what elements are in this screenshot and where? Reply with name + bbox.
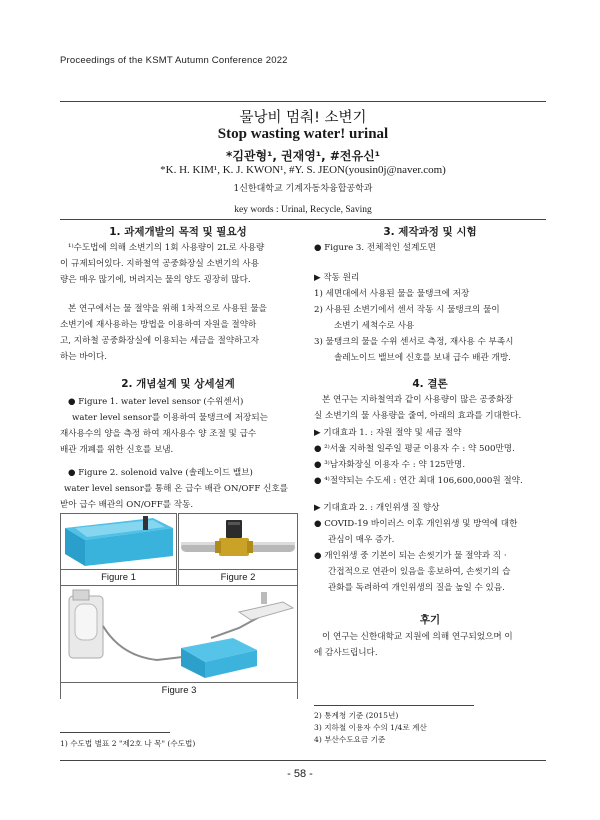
figure-1 (60, 513, 177, 585)
text-line: 간접적으로 연관이 있음을 홍보하여, 손씻기의 습 (328, 567, 511, 577)
text-line: 재사용수의 양을 측정 하여 재사용수 양 조절 및 급수 (60, 429, 257, 439)
figure-3 (60, 585, 298, 699)
water-tank-sensor-illustration (61, 514, 176, 569)
figure-1-caption: Figure 1 (61, 569, 176, 585)
text-line: 솔레노이드 밸브에 신호를 보내 급수 배관 개방. (334, 353, 511, 363)
text-line: 실 소변기의 물 사용량을 줄여, 아래의 효과를 기대한다. (314, 411, 522, 421)
overall-design-illustration (61, 586, 297, 682)
working-principle-heading: ▶ 작동 원리 (314, 273, 360, 283)
figure-2-caption: Figure 2 (179, 569, 297, 585)
text-line: ● ³⁾남자화장실 이용자 수 : 약 125만명. (314, 460, 466, 470)
text-line: 2) 사용된 소변기에서 센서 작동 시 물탱크의 물이 (314, 305, 500, 315)
top-rule (60, 101, 546, 102)
expected-effect-1 (314, 425, 546, 489)
acknowledgement-title: 후기 (419, 614, 441, 626)
section-1-paragraph-2 (60, 301, 296, 365)
solenoid-valve-illustration (179, 514, 297, 569)
keywords-rule (60, 219, 546, 220)
text-line: ▶ 기대효과 1. : 자원 절약 및 세금 절약 (314, 428, 462, 438)
keywords: key words : Urinal, Recycle, Saving (234, 205, 372, 215)
section-1-title: 1. 과제개발의 목적 및 필요성 (109, 226, 247, 238)
text-line: 고, 지하철 공중화장실에 이용되는 세금을 절약하고자 (60, 336, 260, 346)
right-footnote-rule (314, 705, 474, 706)
text-line: ● Figure 2. solenoid valve (솔레노이드 밸브) (68, 468, 253, 478)
figure-2-description (60, 465, 296, 513)
text-line: 이 연구는 신한대학교 지원에 의해 연구되었으며 이 (322, 632, 513, 642)
footnote: 4) 부산수도요금 기준 (314, 735, 386, 744)
section-4-paragraph (314, 392, 546, 424)
text-line: water level sensor를 이용하여 물탱크에 저장되는 (72, 413, 268, 423)
footnote: 3) 지하철 이용자 수의 1/4로 계산 (314, 723, 427, 732)
right-footnotes (314, 710, 546, 746)
section-3-title: 3. 제작과정 및 시험 (383, 226, 477, 238)
affiliation: 1신한대학교 기계자동차융합공학과 (233, 184, 373, 194)
text-line: 량은 매우 많기에, 버려지는 물의 양도 굉장히 많다. (60, 275, 251, 285)
text-line: 배관 개폐를 위한 신호를 보냄. (60, 445, 174, 455)
text-line: 3) 물탱크의 물을 수위 센서로 측정, 재사용 수 부족시 (314, 337, 514, 347)
authors-korean: *김관형¹, 권재영¹, #전유신¹ (226, 149, 380, 163)
text-line: 이 규제되어있다. 지하철역 공중화장실 소변기의 사용 (60, 259, 260, 269)
text-line: 소변기 세척수로 사용 (334, 321, 415, 331)
section-1-paragraph-1 (60, 240, 296, 288)
proceedings-header: Proceedings of the KSMT Autumn Conference 2022 (60, 55, 288, 66)
text-line: 소변기에 재사용하는 방법을 이용하여 자원을 절약하 (60, 320, 257, 330)
figure-3-caption: Figure 3 (61, 682, 297, 699)
left-footnote: 1) 수도법 별표 2 "제2호 나 목" (수도법) (60, 739, 196, 748)
text-line: 받아 급수 배관의 ON/OFF를 작동. (60, 500, 194, 510)
bottom-rule (60, 760, 546, 761)
text-line: ● Figure 1. water level sensor (수위센서) (68, 397, 244, 407)
figure-2 (178, 513, 298, 585)
left-footnote-rule (60, 732, 170, 733)
section-4-title: 4. 결론 (412, 378, 448, 390)
expected-effect-2 (314, 500, 546, 596)
figure-1-description (60, 394, 296, 458)
text-line: ● 개인위생 중 기본이 되는 손씻기가 물 절약과 직 · (314, 551, 507, 561)
section-2-title: 2. 개념설계 및 상세설계 (121, 378, 235, 390)
authors-english: *K. H. KIM¹, K. J. KWON¹, #Y. S. JEON(yousin0j@naver.com) (160, 164, 446, 176)
figure-3-reference: ● Figure 3. 전체적인 설계도면 (314, 243, 436, 253)
text-line: ● ²⁾서울 지하철 일주일 평균 이용자 수 : 약 500만명. (314, 444, 515, 454)
acknowledgement-paragraph (314, 629, 546, 661)
text-line: ● ⁴⁾절약되는 수도세 : 연간 최대 106,600,000원 절약. (314, 476, 523, 486)
text-line: water level sensor를 통해 온 급수 배관 ON/OFF 신호를 (64, 484, 288, 494)
page-number: - 58 - (287, 768, 313, 780)
title-korean: 물낭비 멈춰! 소변기 (239, 110, 367, 126)
footnote: 2) 통계청 기준 (2015년) (314, 711, 399, 720)
text-line: 관심이 매우 증가. (328, 535, 395, 545)
text-line: 1) 세면대에서 사용된 물을 물탱크에 저장 (314, 289, 470, 299)
text-line: ▶ 기대효과 2. : 개인위생 질 향상 (314, 503, 440, 513)
text-line: 본 연구는 지하철역과 같이 사용량이 많은 공중화장 (322, 395, 513, 405)
text-line: ● COVID-19 바이러스 이후 개인위생 및 방역에 대한 (314, 519, 518, 529)
text-line: ¹⁾수도법에 의해 소변기의 1회 사용량이 2L로 사용량 (68, 243, 265, 253)
text-line: 본 연구에서는 물 절약을 위해 1차적으로 사용된 물을 (68, 304, 267, 314)
text-line: 에 감사드립니다. (314, 648, 378, 658)
text-line: 하는 바이다. (60, 352, 107, 362)
title-english: Stop wasting water! urinal (217, 126, 389, 142)
text-line: 관화를 독려하여 개인위생의 질을 높일 수 있음. (328, 583, 505, 593)
working-principle-steps (314, 286, 546, 366)
